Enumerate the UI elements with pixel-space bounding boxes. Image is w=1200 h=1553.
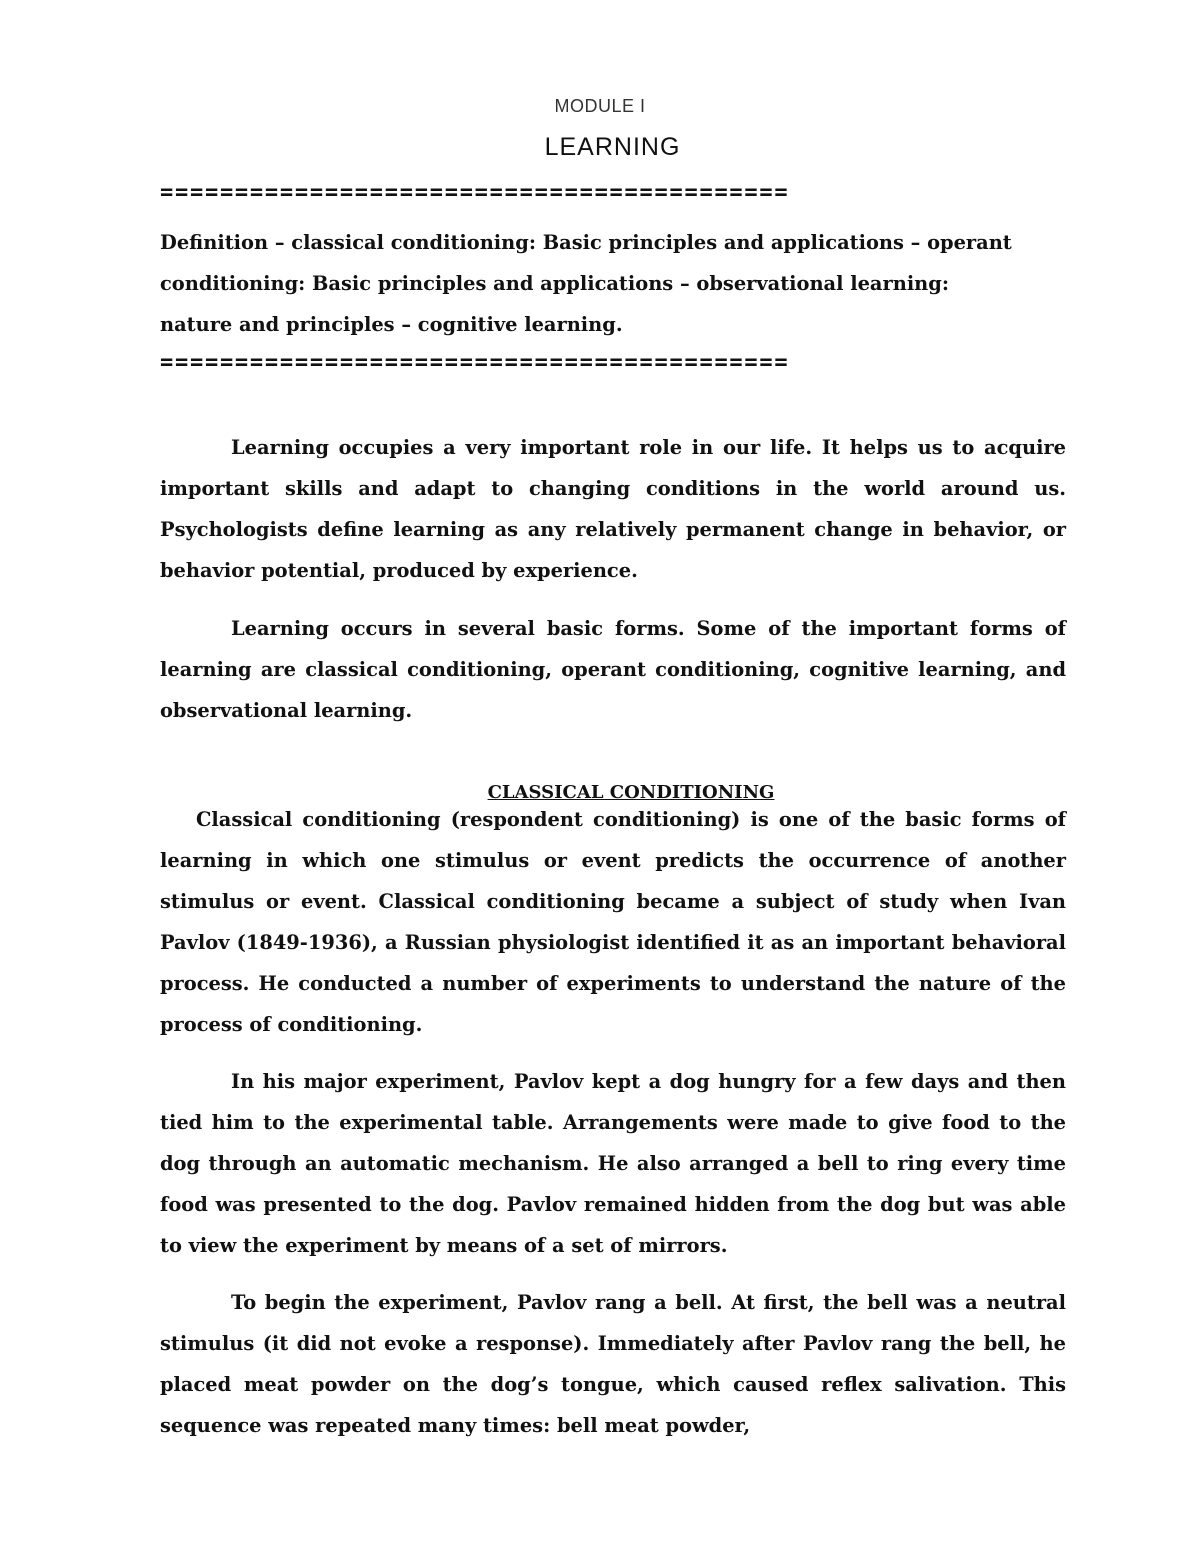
- intro-paragraph-1: Learning occupies a very important role in our life. It helps us to acquire important skills and adapt to changing conditions in the world around us. Psychologists define learning as any relatively permanent change in behavior, or behavior potential, produced by experience.: [160, 436, 1066, 582]
- module-label: MODULE I: [554, 96, 646, 116]
- classical-paragraph-1: Classical conditioning (respondent conditioning) is one of the basic forms of learning in which one stimulus or event predicts the occurrence of another stimulus or event. Classical conditioning became a subject of study when Ivan Pavlov (1849-1936), a Russian physiologist identified it as an important behavioral process. He conducted a number of experiments to understand the nature of the process of conditioning.: [160, 808, 1066, 1036]
- page-title: LEARNING: [544, 133, 681, 161]
- syllabus-line: conditioning: Basic principles and applications – observational learning:: [160, 272, 949, 295]
- classical-paragraph-3: To begin the experiment, Pavlov rang a bell. At first, the bell was a neutral stimulus (it did not evoke a response). Immediately after Pavlov rang the bell, he placed meat powder on the dog’s tongue, which caused reflex salivation. This sequence was repeated many times: bell meat powder,: [160, 1291, 1066, 1437]
- classical-paragraph-2: In his major experiment, Pavlov kept a dog hungry for a few days and then tied him to the experimental table. Arrangements were made to give food to the dog through an automatic mechanism. He also arranged a bell to ring every time food was presented to the dog. Pavlov remained hidden from the dog but was able to view the experiment by means of a set of mirrors.: [160, 1070, 1066, 1257]
- bottom-divider: ==========================================: [160, 350, 790, 374]
- syllabus-block: [160, 222, 1065, 345]
- syllabus-line: nature and principles – cognitive learning.: [160, 313, 623, 336]
- syllabus-line: Definition – classical conditioning: Basic principles and applications – operant: [160, 231, 1012, 254]
- top-divider: ==========================================: [160, 180, 790, 204]
- section-heading: CLASSICAL CONDITIONING: [487, 782, 775, 803]
- intro-paragraph-2: Learning occurs in several basic forms. Some of the important forms of learning are classical conditioning, operant conditioning, cognitive learning, and observational learning.: [160, 617, 1066, 722]
